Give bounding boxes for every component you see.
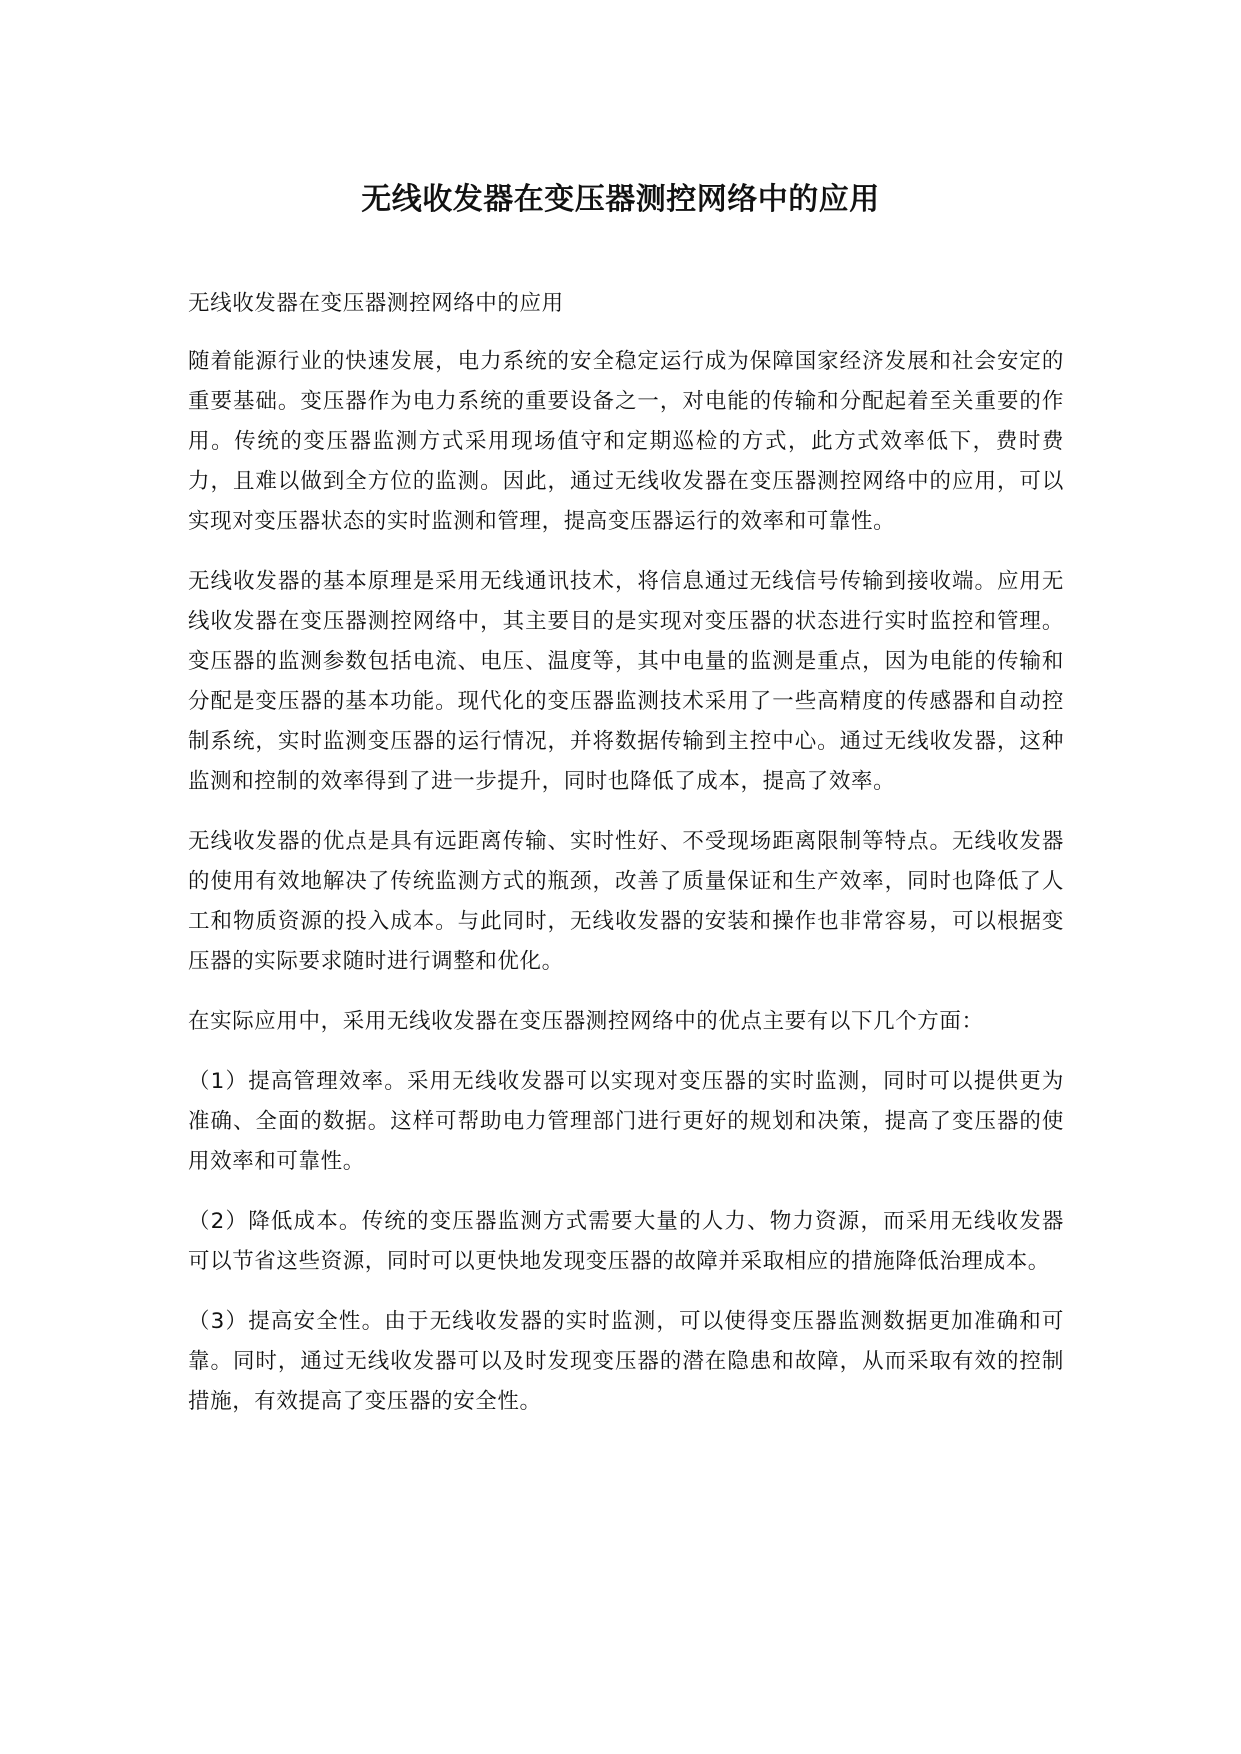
paragraph-point-1: （1）提高管理效率。采用无线收发器可以实现对变压器的实时监测，同时可以提供更为准确、全面的数据。这样可帮助电力管理部门进行更好的规划和决策，提高了变压器的使用效率和可靠性。 bbox=[188, 1069, 1064, 1174]
paragraph-point-2: （2）降低成本。传统的变压器监测方式需要大量的人力、物力资源，而采用无线收发器可以节省这些资源，同时可以更快地发现变压器的故障并采取相应的措施降低治理成本。 bbox=[188, 1209, 1064, 1274]
document-subtitle: 无线收发器在变压器测控网络中的应用 bbox=[188, 291, 564, 316]
document-body bbox=[188, 284, 1064, 1442]
paragraph-application-intro: 在实际应用中，采用无线收发器在变压器测控网络中的优点主要有以下几个方面： bbox=[188, 1009, 984, 1034]
document-title: 无线收发器在变压器测控网络中的应用 bbox=[361, 182, 880, 217]
paragraph-advantages: 无线收发器的优点是具有远距离传输、实时性好、不受现场距离限制等特点。无线收发器的使用有效地解决了传统监测方式的瓶颈，改善了质量保证和生产效率，同时也降低了人工和物质资源的投入成本。与此同时，无线收发器的安装和操作也非常容易，可以根据变压器的实际要求随时进行调整和优化。 bbox=[188, 829, 1064, 974]
paragraph-intro: 随着能源行业的快速发展，电力系统的安全稳定运行成为保障国家经济发展和社会安定的重要基础。变压器作为电力系统的重要设备之一，对电能的传输和分配起着至关重要的作用。传统的变压器监测方式采用现场值守和定期巡检的方式，此方式效率低下，费时费力，且难以做到全方位的监测。因此，通过无线收发器在变压器测控网络中的应用，可以实现对变压器状态的实时监测和管理，提高变压器运行的效率和可靠性。 bbox=[188, 349, 1064, 534]
paragraph-point-3: （3）提高安全性。由于无线收发器的实时监测，可以使得变压器监测数据更加准确和可靠。同时，通过无线收发器可以及时发现变压器的潜在隐患和故障，从而采取有效的控制措施，有效提高了变压器的安全性。 bbox=[188, 1309, 1064, 1414]
paragraph-principle: 无线收发器的基本原理是采用无线通讯技术，将信息通过无线信号传输到接收端。应用无线收发器在变压器测控网络中，其主要目的是实现对变压器的状态进行实时监控和管理。变压器的监测参数包括电流、电压、温度等，其中电量的监测是重点，因为电能的传输和分配是变压器的基本功能。现代化的变压器监测技术采用了一些高精度的传感器和自动控制系统，实时监测变压器的运行情况，并将数据传输到主控中心。通过无线收发器，这种监测和控制的效率得到了进一步提升，同时也降低了成本，提高了效率。 bbox=[188, 569, 1064, 794]
